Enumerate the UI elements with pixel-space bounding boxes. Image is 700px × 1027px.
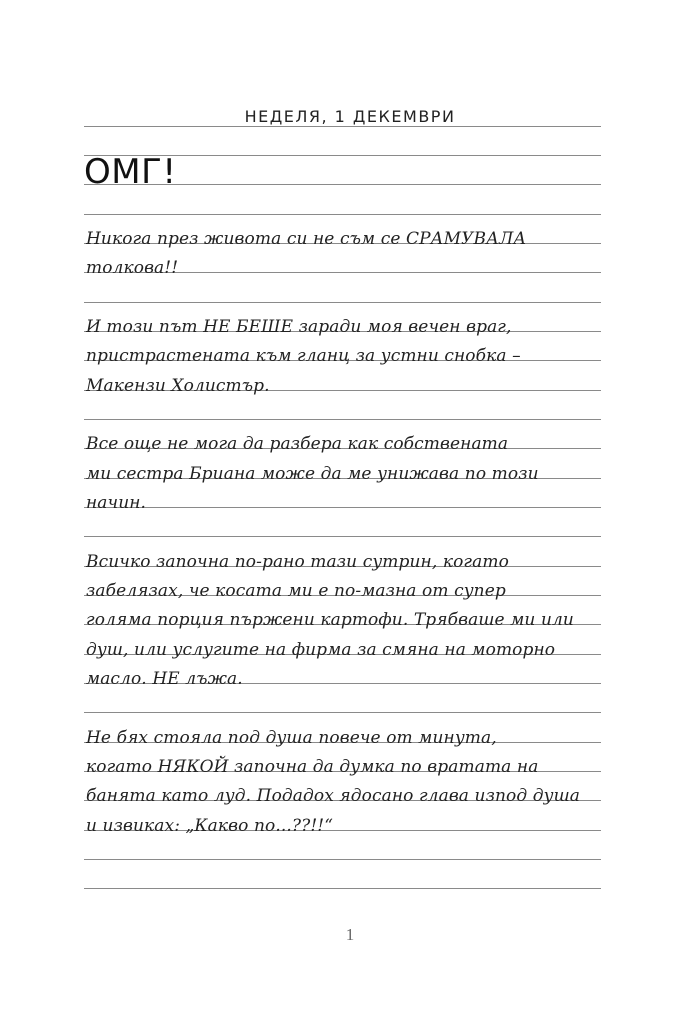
rule-line <box>84 507 601 508</box>
diary-text-line: банята като луд. Подадох ядосано глава изпод душа <box>86 786 581 806</box>
diary-text-line: Макензи Холистър. <box>86 376 270 396</box>
exclamation-heading: ОМГ! <box>84 152 177 192</box>
diary-text-line: Все още не мога да разбера как собствената <box>86 434 509 454</box>
rule-line <box>84 214 601 215</box>
diary-text-line: голяма порция пържени картофи. Трябваше ми или <box>86 610 574 630</box>
date-heading: НЕДЕЛЯ, 1 ДЕКЕМВРИ <box>244 107 456 126</box>
diary-text-line: душ, или услугите на фирма за смяна на моторно <box>86 640 556 660</box>
diary-text-line: И този път НЕ БЕШЕ заради моя вечен враг, <box>86 317 512 337</box>
rule-line <box>84 302 601 303</box>
diary-text-line: забелязах, че косата ми е по-мазна от супер <box>86 581 506 601</box>
diary-text-line: масло. НЕ лъжа. <box>86 669 243 689</box>
rule-line <box>84 888 601 889</box>
diary-text-line: толкова!! <box>86 258 179 278</box>
diary-text-line: когато НЯКОЙ започна да думка по вратата на <box>86 757 539 777</box>
rule-line <box>84 536 601 537</box>
page-number: 1 <box>345 925 355 944</box>
diary-text-line: ми сестра Бриана може да ме унижава по този <box>86 464 539 484</box>
rule-line <box>84 419 601 420</box>
diary-text-line: и извиках: „Какво по...??!!“ <box>86 816 333 836</box>
diary-text-line: Никога през живота си не съм се СРАМУВАЛА <box>86 229 527 249</box>
diary-text-line: начин. <box>86 493 147 513</box>
rule-line <box>84 712 601 713</box>
rule-line <box>84 859 601 860</box>
diary-text-line: Всичко започна по-рано тази сутрин, когато <box>86 552 509 572</box>
diary-text-line: пристрастената към гланц за устни снобка – <box>86 346 521 366</box>
rule-line <box>84 126 601 127</box>
diary-text-line: Не бях стояла под душа повече от минута, <box>86 728 497 748</box>
